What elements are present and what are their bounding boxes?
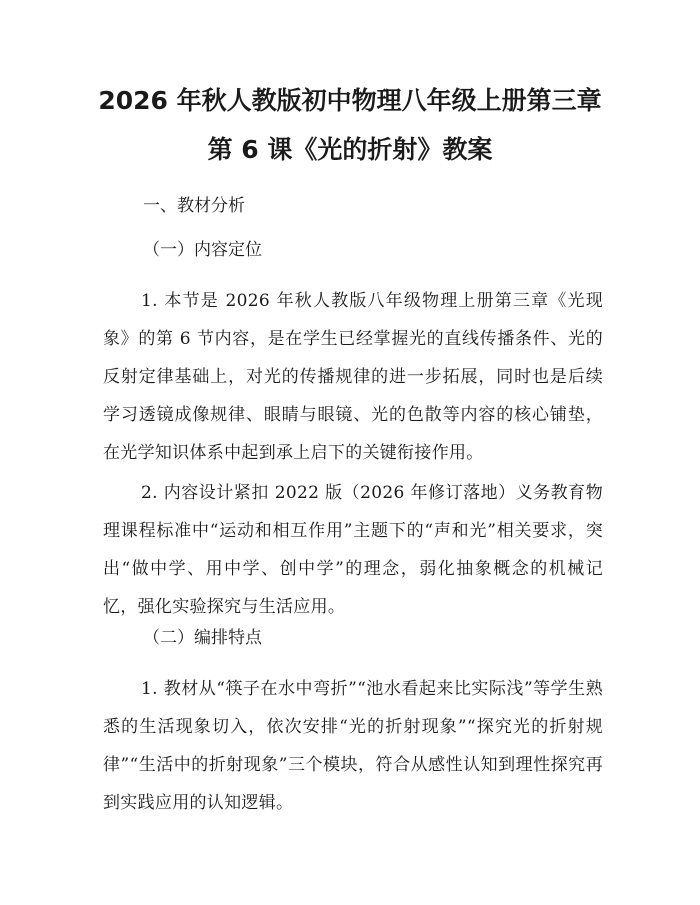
subsection-heading-arrangement-features: （二）编排特点 — [143, 628, 262, 648]
paragraph-arrangement-features-1: 1. 教材从“筷子在水中弯折”“池水看起来比实际浅”等学生熟悉的生活现象切入，依次安排“光的折射现象”“探究光的折射规律”“生活中的折射现象”三个模块，符合从感性认知到理性探究再到实践应用的认知逻辑。 — [103, 679, 603, 813]
document-title-line-2: 第 6 课《光的折射》教案 — [207, 135, 493, 164]
document-title-line-1: 2026 年秋人教版初中物理八年级上册第三章 — [98, 86, 602, 115]
section-heading-teaching-material-analysis: 一、教材分析 — [143, 196, 245, 216]
paragraph-content-positioning-1: 1. 本节是 2026 年秋人教版八年级物理上册第三章《光现象》的第 6 节内容，是在学生已经掌握光的直线传播条件、光的反射定律基础上，对光的传播规律的进一步拓展，同时也是后续学习透镜成像规律、眼睛与眼镜、光的色散等内容的核心铺垫，在光学知识体系中起到承上启下的关键衔接作用。 — [103, 291, 603, 463]
subsection-heading-content-positioning: （一）内容定位 — [143, 240, 262, 260]
paragraph-content-positioning-2: 2. 内容设计紧扣 2022 版（2026 年修订落地）义务教育物理课程标准中“运动和相互作用”主题下的“声和光”相关要求，突出“做中学、用中学、创中学”的理念，弱化抽象概念的机械记忆，强化实验探究与生活应用。 — [103, 483, 603, 617]
